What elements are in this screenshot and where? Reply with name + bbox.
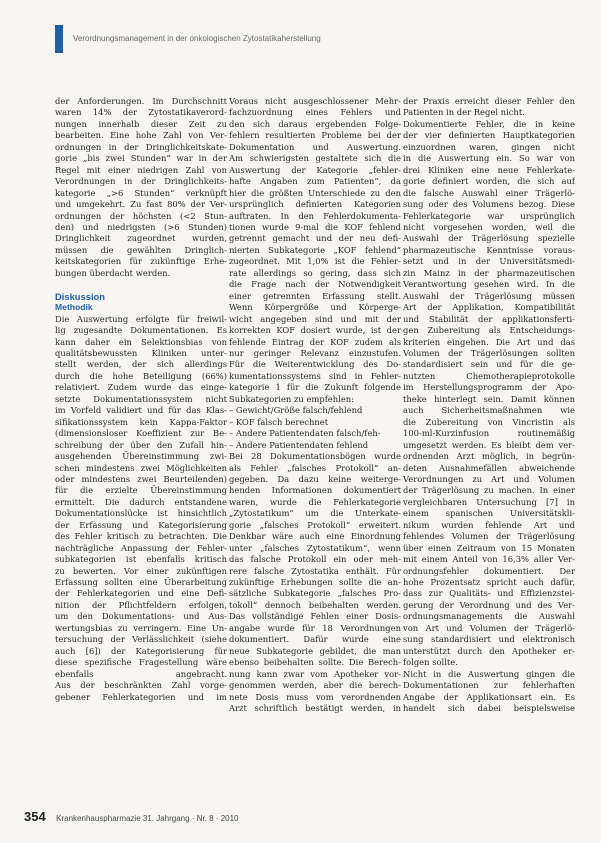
text-line: der Praxis erreicht dieser Fehler den	[403, 96, 575, 106]
text-line: ermittelt. Die dadurch entstandene	[55, 496, 227, 507]
text-line: nutzten Chemotherapieprotokolle	[403, 370, 575, 381]
text-line: fehlern resultierten Probleme bei der	[229, 130, 401, 141]
text-line: dass zur Qualitäts- und Effizienzstei-	[403, 588, 575, 599]
text-line: ordnenden Arzt möglich, in begrün-	[403, 451, 575, 462]
text-line: fachzuordnung eines Fehlers und	[229, 107, 401, 118]
text-line: bungen überdacht werden.	[55, 267, 171, 278]
text-line: Patienten in der Regel nicht.	[403, 107, 525, 118]
text-column-2	[229, 96, 401, 714]
text-line: drei Kliniken eine neue Fehlerkate-	[403, 164, 575, 175]
text-line: tersuchung der Verlässlichkeit (siehe	[55, 634, 227, 645]
text-line: im Vorfeld validiert und für das Klas-	[55, 405, 227, 416]
text-line: gorie „falsches Protokoll“ erweitert.	[229, 519, 401, 530]
text-line: von Art und Volumen der Trägerlö-	[403, 622, 575, 633]
running-title: Verordnungsmanagement in der onkologischen Zytostatikaherstellung	[73, 34, 321, 43]
text-line: einem spanischen Universitätskli-	[403, 508, 575, 519]
text-line: zugeordnet. Mit 1,0% ist die Fehler-	[229, 256, 401, 267]
text-line: gorie definiert worden, die sich auf	[403, 176, 575, 187]
text-line: folgen sollte.	[403, 657, 458, 668]
text-line: tokoll“ dennoch beibehalten werden.	[229, 599, 401, 610]
section-heading: Diskussion	[55, 290, 106, 302]
text-line: handelt sich dabei beispielsweise	[403, 703, 575, 714]
text-line: gorie „bis zwei Stunden“ war in der	[55, 153, 227, 164]
text-line: Dokumentation und Auswertung.	[229, 141, 401, 152]
accent-bar	[55, 25, 63, 53]
text-line: waren, wurde die Fehlerkategorie	[229, 496, 401, 507]
text-line: kumentationssystems sind in Fehler-	[229, 370, 401, 381]
text-line: das falsche Protokoll ein oder meh-	[229, 554, 401, 565]
text-line: gebener Fehlerkategorien und im	[55, 691, 227, 702]
text-line: ordnungen der höchsten (<2 Stun-	[55, 210, 227, 221]
text-line: der Fehlerkategorien und eine Defi-	[55, 588, 227, 599]
text-line: und Stabilität der applikationsferti-	[403, 313, 575, 324]
text-line: schen mindestens zwei Möglichkeiten	[55, 462, 227, 473]
text-line: Volumen der Trägerlösungen sollten	[403, 347, 575, 358]
text-line: unterstützt durch den Apotheker er-	[403, 645, 575, 656]
text-line: der Erfassung und Kategorisierung	[55, 519, 227, 530]
text-line: nachträgliche Anpassung der Fehler-	[55, 542, 227, 553]
text-line: nition der Pflichtfeldern erfolgen,	[55, 599, 227, 610]
text-line: Auswahl der Trägerlösung spezielle	[403, 233, 575, 244]
text-line: tionen wurde 9-mal die KOF fehlend	[229, 221, 401, 232]
text-line: Voraus nicht ausgeschlossener Mehr-	[229, 96, 401, 106]
text-line: sung oder des Volumens bezog. Diese	[403, 199, 575, 210]
text-line: subkategorien ist ebenfalls kritisch	[55, 554, 227, 565]
text-line: lig zugesandte Dokumentationen. Es	[55, 325, 227, 336]
text-line: Verordnungen zu Art und Volumen	[403, 473, 575, 484]
text-line: oder mindestens zwei Beurteilenden)	[55, 473, 227, 484]
text-line: pharmazeutische Kenntnisse voraus-	[403, 244, 575, 255]
text-line: kategorie „>6 Stunden“ verknüpft	[55, 187, 227, 198]
text-line: ordnungsfehler dokumentiert. Der	[403, 565, 575, 576]
page-number: 354	[24, 809, 46, 824]
text-line: kriterien eingehen. Die Art und das	[403, 336, 575, 347]
text-line: hohe Prozentsatz spricht auch dafür,	[403, 577, 575, 588]
text-line: Wenn Körpergröße und Körperge-	[229, 302, 401, 313]
text-line: getrennt gemacht und der neu defi-	[229, 233, 401, 244]
text-line: Art der Applikation, Kompatibilität	[403, 302, 575, 313]
text-line: hier die größten Unterschiede zu den	[229, 187, 401, 198]
text-line: „Zytostatikum“ um die Unterkate-	[229, 508, 401, 519]
text-line: auftraten. In den Fehlerdokumenta-	[229, 210, 401, 221]
text-line: nungen innerhalb dieser Zeit zu	[55, 118, 227, 129]
text-line: waren 14% der Zytostatikaverord-	[55, 107, 227, 118]
text-line: gegeben. Da dazu keine weiterge-	[229, 473, 401, 484]
text-line: setzte Dokumentationssystem nicht	[55, 393, 227, 404]
text-line: dokumentiert. Dafür wurde eine	[229, 634, 401, 645]
text-line: Denkbar wäre auch eine Einordnung	[229, 531, 401, 542]
text-line: auch Sicherheitsmaßnahmen wie	[403, 405, 575, 416]
text-line: relativiert. Zudem wurde das einge-	[55, 382, 227, 393]
text-line: gerung der Verordnung und des Ver-	[403, 599, 575, 610]
subsection-heading: Methodik	[55, 302, 93, 313]
text-line: setzt und in der Universitätsmedi-	[403, 256, 575, 267]
text-line: mit einem Anteil von 16,3% aller Ver-	[403, 554, 575, 565]
text-line: Regel mit einer niedrigen Zahl von	[55, 164, 227, 175]
text-line: fehlendes Volumen der Trägerlösung	[403, 531, 575, 542]
text-line: Erfassung sollten eine Überarbeitung	[55, 577, 227, 588]
text-line: in die Auswertung ein. So war von	[403, 153, 575, 164]
text-line: genommen werden, aber die berech-	[229, 680, 401, 691]
text-line: rate allerdings so gering, dass sich	[229, 267, 401, 278]
text-line: – Gewicht/Größe falsch/fehlend	[229, 405, 363, 416]
text-line: 100-ml-Kurzinfusion routinemäßig	[403, 428, 575, 439]
text-line: hafte Angaben zum Patienten“, da	[229, 176, 401, 187]
text-line: qualitätsbewussten Kliniken unter-	[55, 347, 227, 358]
text-line: die falsche Auswahl einer Trägerlö-	[403, 187, 575, 198]
text-line: Dokumentationslücke ist hinsichtlich	[55, 508, 227, 519]
text-line: im Herstellungsprogramm der Apo-	[403, 382, 575, 393]
text-line: Nicht in die Auswertung gingen die	[403, 668, 575, 679]
text-line: standardisiert sein und für die ge-	[403, 359, 575, 370]
text-line: sung standardisiert und elektronisch	[403, 634, 575, 645]
text-line: einzuordnen waren, gingen nicht	[403, 141, 575, 152]
blank-line	[55, 279, 227, 290]
text-line: Aus der beschränkten Zahl vorge-	[55, 680, 227, 691]
text-line: auch [6]) der Kategorisierung für	[55, 645, 227, 656]
journal-citation: Krankenhauspharmazie 31. Jahrgang · Nr. 8 · 2010	[56, 814, 239, 823]
text-line: Bei 28 Dokumentationsbögen wurde	[229, 451, 401, 462]
text-line: ordnungsmanagements die Auswahl	[403, 611, 575, 622]
text-line: Verordnungen in der Dringlichkeits-	[55, 176, 227, 187]
text-line: wicht angegeben sind und mit der	[229, 313, 401, 324]
text-line: Fehlerkategorie war ursprünglich	[403, 210, 575, 221]
text-line: für die erzielte Übereinstimmung	[55, 485, 227, 496]
text-line: keitskategorien für zukünftige Erhe-	[55, 256, 227, 267]
text-line: umgesetzt werden. Es bleibt dem ver-	[403, 439, 575, 450]
text-line: Dringlichkeit zugeordnet wurden,	[55, 233, 227, 244]
text-line: die Frage nach der Notwendigkeit	[229, 279, 401, 290]
text-line: – KOF falsch berechnet	[229, 416, 329, 427]
text-line: nete Dosis muss vom verordnenden	[229, 691, 401, 702]
text-line: nicht vorgesehen worden, weil die	[403, 221, 575, 232]
text-line: Angabe der Applikationsart ein. Es	[403, 691, 575, 702]
text-line: zukünftige Erhebungen sollte die an-	[229, 577, 401, 588]
text-line: der Trägerlösung zu machen. In einer	[403, 485, 575, 496]
text-line: bearbeiten. Eine hohe Zahl von Ver-	[55, 130, 227, 141]
text-line: wertungsbias zu verringern. Eine Un-	[55, 622, 227, 633]
text-line: korrekten KOF dosiert wurde, ist der	[229, 325, 401, 336]
text-line: durch die hohe Beteiligung (66%)	[55, 370, 227, 381]
text-line: angabe wurde für 18 Verordnungen	[229, 622, 401, 633]
text-line: diese spezifische Fragestellung wäre	[55, 657, 227, 668]
text-line: kann daher ein Selektionsbias von	[55, 336, 227, 347]
text-line: sätzliche Subkategorie „falsches Pro-	[229, 588, 401, 599]
text-line: ebenso beibehalten sollte. Die Berech-	[229, 657, 401, 668]
text-column-3	[403, 96, 575, 714]
text-line: – Andere Patientendaten fehlend	[229, 439, 369, 450]
text-line: Das vollständige Fehlen einer Dosis-	[229, 611, 401, 622]
text-line: zin Mainz in der pharmazeutischen	[403, 267, 575, 278]
text-line: Verantwortung gesehen wird. In die	[403, 279, 575, 290]
text-line: – Andere Patientendaten falsch/feh-	[229, 428, 381, 439]
text-line: unter „falsches Zytostatikum“, wenn	[229, 542, 401, 553]
text-line: ebenfalls angebracht.	[55, 668, 227, 679]
text-line: über einen Zeitraum von 15 Monaten	[403, 542, 575, 553]
text-line: der vier definierten Hauptkategorien	[403, 130, 575, 141]
text-line: zu bewerten. Vor einer zukünftigen	[55, 565, 227, 576]
text-line: deten Ausnahmefällen abweichende	[403, 462, 575, 473]
text-line: fehlende Eintrag der KOF zudem als	[229, 336, 401, 347]
text-line: rere falsche Zytostatika enthält. Für	[229, 565, 401, 576]
text-line: der Anforderungen. Im Durchschnitt	[55, 96, 227, 106]
text-line: ausgehenden Übereinstimmung zwi-	[55, 451, 227, 462]
text-line: die Zubereitung von Vincristin als	[403, 416, 575, 427]
text-line: Subkategorien zu empfehlen:	[229, 393, 355, 404]
text-line: henden Informationen dokumentiert	[229, 485, 401, 496]
text-line: theke hinterlegt sein. Damit können	[403, 393, 575, 404]
text-line: Auswertung der Kategorie „fehler-	[229, 164, 401, 175]
text-line: neue Subkategorie gebildet, die man	[229, 645, 401, 656]
text-line: um den Dokumentations- und Aus-	[55, 611, 227, 622]
text-line: nierten Subkategorie „KOF fehlend“	[229, 244, 401, 255]
text-line: ursprünglich definierten Kategorien	[229, 199, 401, 210]
page-footer	[24, 808, 239, 826]
text-line: des Fehler kritisch zu betrachten. Die	[55, 531, 227, 542]
text-line: Für die Weiterentwicklung des Do-	[229, 359, 401, 370]
text-line: einer getrennten Erfassung stellt.	[229, 290, 401, 301]
text-line: nikum wurden fehlende Art und	[403, 519, 575, 530]
text-column-1	[55, 96, 227, 703]
text-line: sifikationssystem kein Kappa-Faktor	[55, 416, 227, 427]
text-line: schreibung der über den Zufall hin-	[55, 439, 227, 450]
text-line: stellt werden, der sich allerdings	[55, 359, 227, 370]
text-line: und umgekehrt. Zu fast 80% der Ver-	[55, 199, 227, 210]
text-line: ordnungen in der Dringlichkeitskate-	[55, 141, 227, 152]
text-line: den) und niedrigsten (>6 Stunden)	[55, 221, 227, 232]
text-line: Dokumentationen zur fehlerhaften	[403, 680, 575, 691]
text-line: den sich daraus ergebenden Folge-	[229, 118, 401, 129]
text-line: Dokumentierte Fehler, die in keine	[403, 118, 575, 129]
text-line: Auswahl der Trägerlösung müssen	[403, 290, 575, 301]
text-line: Am schwierigsten gestaltete sich die	[229, 153, 401, 164]
text-line: kategorie 1 für die Zukunft folgende	[229, 382, 401, 393]
text-line: vergleichbaren Untersuchung [7] in	[403, 496, 575, 507]
text-line: Die Auswertung erfolgte für freiwil-	[55, 313, 227, 324]
text-line: nung kann zwar vom Apotheker vor-	[229, 668, 401, 679]
text-line: nur geringer Relevanz einzustufen.	[229, 347, 401, 358]
text-line: müssen die gewählten Dringlich-	[55, 244, 227, 255]
text-line: als Fehler „falsches Protokoll“ an-	[229, 462, 401, 473]
text-line: Arzt schriftlich bestätigt werden, in	[229, 703, 401, 714]
text-line: (dimensionsloser Koeffizient zur Be-	[55, 428, 227, 439]
text-line: gen Zubereitung als Entscheidungs-	[403, 325, 575, 336]
